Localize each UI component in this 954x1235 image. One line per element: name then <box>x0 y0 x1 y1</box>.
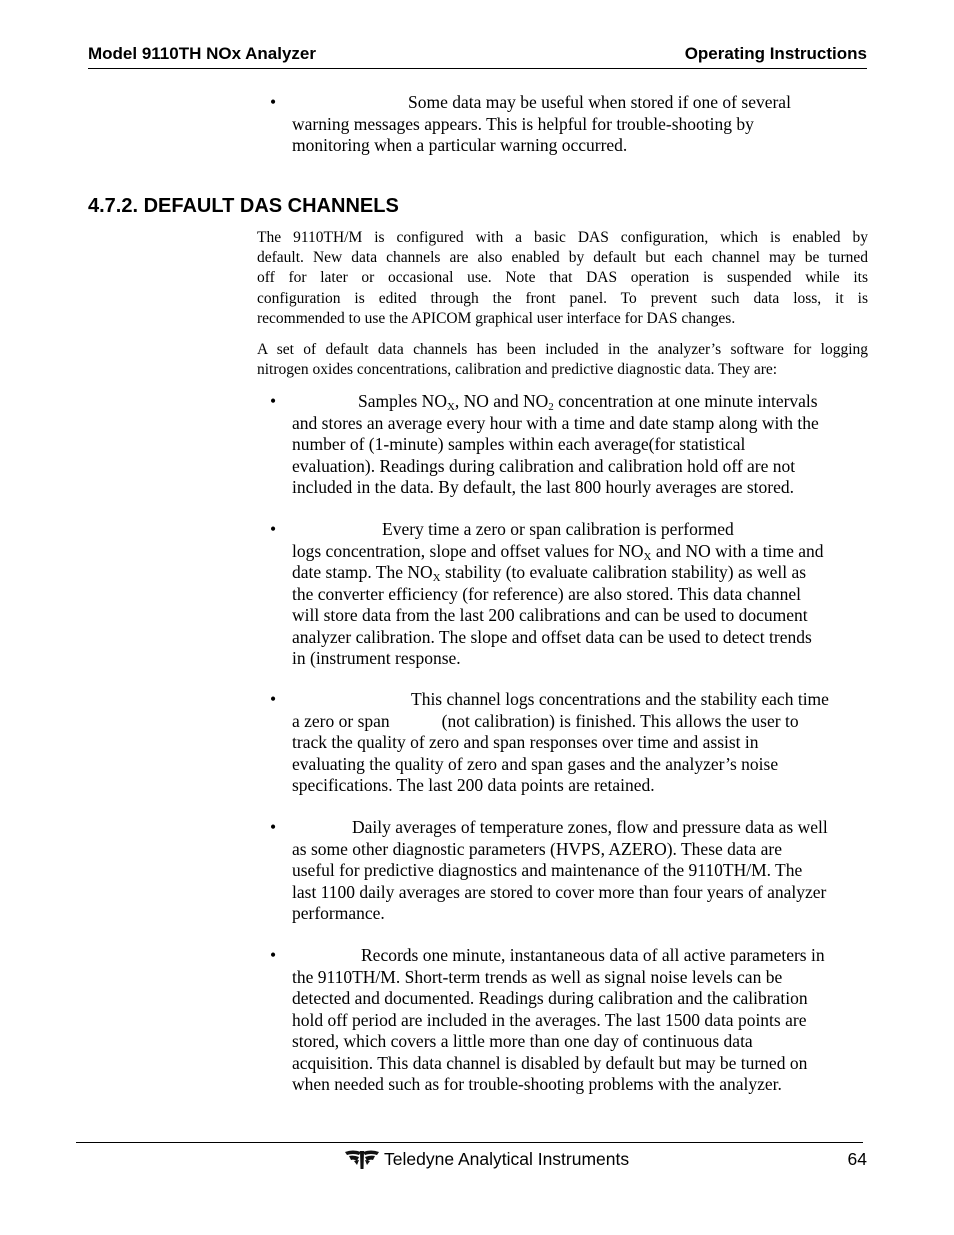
bullet-line: acquisition. This data channel is disabled by default but may be turned on <box>292 1052 808 1073</box>
paragraph-line: The 9110TH/M is configured with a basic DAS configuration, which is enabled by <box>257 229 868 246</box>
bullet-line: analyzer calibration. The slope and offset data can be used to detect trends <box>292 626 812 647</box>
text-fragment: logs concentration, slope and offset values for NO <box>292 540 644 561</box>
text-fragment: stability (to evaluate calibration stability) as well as <box>440 562 807 582</box>
bullet-line: detected and documented. Readings during calibration and the calibration <box>292 988 808 1008</box>
bullet-line <box>292 391 870 413</box>
bullet-line: and stores an average every hour with a time and date stamp along with the <box>292 412 819 433</box>
bullet-line: included in the data. By default, the last 800 hourly averages are stored. <box>292 477 794 497</box>
bullet-diagnostics <box>292 817 870 925</box>
header-section-title: Operating Instructions <box>684 44 867 63</box>
text-fragment: Samples NO <box>358 391 447 411</box>
footer-rule <box>76 1142 863 1143</box>
bullet-marker: • <box>270 519 277 539</box>
paragraph-line: A set of default data channels has been included in the analyzer’s software for logging <box>257 341 868 358</box>
bullet-line: as some other diagnostic parameters (HVPS, AZERO). These data are <box>292 838 783 859</box>
paragraph-default-channels <box>257 340 868 380</box>
text-fragment: and NO with a time and <box>651 540 824 561</box>
bullet-warnings <box>292 92 870 157</box>
bullet-high-resolution <box>292 945 870 1096</box>
subscript: X <box>446 401 455 413</box>
bullet-line: number of (1-minute) samples within each average(for statistical <box>292 434 746 454</box>
paragraph-line: off for later or occasional use. Note that DAS operation is suspended while its <box>257 269 868 287</box>
subscript: 2 <box>548 401 554 413</box>
subscript: X <box>643 550 652 563</box>
bullet-line: performance. <box>292 903 385 923</box>
bullet-line: hold off period are included in the averages. The last 1500 data points are <box>292 1009 807 1030</box>
text-fragment: (not calibration) is finished. This allows the user to <box>441 710 799 731</box>
paragraph-line: default. New data channels are also enabled by default but each channel may be turned <box>257 249 868 267</box>
text-fragment: , NO and NO <box>454 391 549 411</box>
bullet-marker: • <box>270 92 277 112</box>
page-number: 64 <box>847 1149 867 1169</box>
header-model-title: Model 9110TH NOx Analyzer <box>88 44 317 63</box>
bullet-line: evaluation). Readings during calibration and calibration hold off are not <box>292 455 796 476</box>
bullet-line: track the quality of zero and span responses over time and assist in <box>292 732 759 752</box>
paragraph-line: recommended to use the APICOM graphical user interface for DAS changes. <box>257 309 736 327</box>
bullet-line <box>292 562 870 584</box>
bullet-line: the converter efficiency (for reference) are also stored. This data channel <box>292 583 802 604</box>
bullet-concentration <box>292 391 870 499</box>
bullet-marker: • <box>270 817 277 837</box>
subscript: X <box>432 572 441 584</box>
bullet-check <box>292 689 870 797</box>
paragraph-das-config <box>257 228 868 329</box>
bullet-line: when needed such as for trouble-shooting problems with the analyzer. <box>292 1074 782 1094</box>
footer-company: Teledyne Analytical Instruments <box>384 1149 630 1169</box>
section-heading: 4.7.2. DEFAULT DAS CHANNELS <box>88 195 399 217</box>
bullet-line: useful for predictive diagnostics and maintenance of the 9110TH/M. The <box>292 860 803 880</box>
text-fragment: date stamp. The NO <box>292 562 433 582</box>
bullet-line: the 9110TH/M. Short-term trends as well as signal noise levels can be <box>292 966 783 987</box>
bullet-marker: • <box>270 689 277 709</box>
bullet-calibration <box>292 519 870 670</box>
bullet-marker: • <box>270 391 277 411</box>
bullet-line: warning messages appears. This is helpful for trouble-shooting by <box>292 113 754 134</box>
bullet-line: last 1100 daily averages are stored to cover more than four years of analyzer <box>292 881 827 902</box>
bullet-marker: • <box>270 945 277 965</box>
text-fragment: concentration at one minute intervals <box>553 391 818 411</box>
bullet-line: Some data may be useful when stored if one of several <box>408 92 791 112</box>
paragraph-line: nitrogen oxides concentrations, calibration and predictive diagnostic data. They are: <box>257 361 778 379</box>
paragraph-line: configuration is edited through the front panel. To prevent such data loss, it is <box>257 289 868 307</box>
bullet-line: Daily averages of temperature zones, flow and pressure data as well <box>352 817 828 837</box>
bullet-line: evaluating the quality of zero and span gases and the analyzer’s noise <box>292 753 779 774</box>
bullet-line: in (instrument response. <box>292 648 461 668</box>
bullet-line: stored, which covers a little more than one day of continuous data <box>292 1031 753 1051</box>
bullet-line: Records one minute, instantaneous data of all active parameters in <box>361 945 825 965</box>
bullet-line: monitoring when a particular warning occurred. <box>292 135 628 155</box>
bullet-line <box>292 541 870 563</box>
page-header <box>88 44 867 69</box>
teledyne-logo-icon <box>344 1148 380 1170</box>
bullet-line <box>292 711 870 733</box>
bullet-line: will store data from the last 200 calibrations and can be used to document <box>292 605 808 625</box>
bullet-line: This channel logs concentrations and the stability each time <box>411 689 829 709</box>
bullet-line: Every time a zero or span calibration is performed <box>382 519 734 539</box>
bullet-line: specifications. The last 200 data points are retained. <box>292 775 655 795</box>
text-fragment: a zero or span <box>292 710 390 731</box>
